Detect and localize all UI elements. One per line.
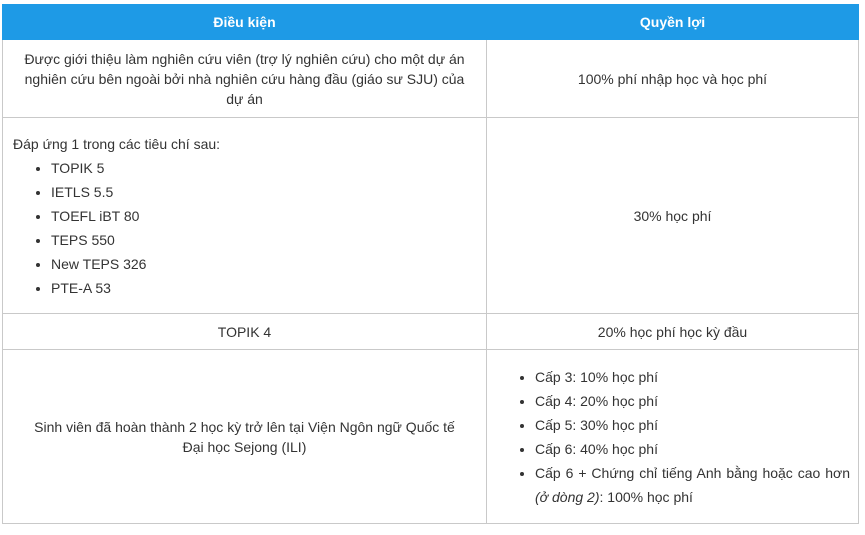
list-item: • TOPIK 5: [51, 156, 476, 180]
benefit-cell: 100% phí nhập học và học phí: [487, 40, 859, 118]
list-item: [535, 461, 850, 509]
list-item: • Cấp 3: 10% học phí: [535, 365, 850, 389]
table-row: [3, 118, 859, 314]
list-item: • PTE-A 53: [51, 276, 476, 300]
condition-cell: [3, 118, 487, 314]
list-item: • TEPS 550: [51, 228, 476, 252]
table-row: [3, 40, 859, 118]
benefit-last-suffix: : 100% học phí: [599, 488, 693, 505]
benefit-cell: 20% học phí học kỳ đầu: [487, 314, 859, 350]
table-row: [3, 314, 859, 350]
benefit-cell: 30% học phí: [487, 118, 859, 314]
benefit-cell: [487, 350, 859, 524]
table-header-row: [3, 5, 859, 40]
condition-cell: Sinh viên đã hoàn thành 2 học kỳ trở lên tại Viện Ngôn ngữ Quốc tế Đại học Sejong (ILI): [3, 350, 487, 524]
table-row: [3, 350, 859, 524]
header-benefit: Quyền lợi: [487, 5, 859, 40]
list-item: • Cấp 6: 40% học phí: [535, 437, 850, 461]
benefit-last-prefix: Cấp 6 + Chứng chỉ tiếng Anh bằng hoặc cao hơn: [535, 464, 850, 481]
benefit-last-note: (ở dòng 2): [535, 488, 600, 505]
list-item: • New TEPS 326: [51, 252, 476, 276]
scholarship-table: [2, 4, 859, 524]
criteria-intro: Đáp ứng 1 trong các tiêu chí sau:: [13, 135, 221, 152]
benefit-list: [497, 365, 850, 509]
header-condition: Điều kiện: [3, 5, 487, 40]
criteria-list: [13, 156, 476, 300]
list-item: • IETLS 5.5: [51, 180, 476, 204]
condition-cell: TOPIK 4: [3, 314, 487, 350]
list-item: • Cấp 4: 20% học phí: [535, 389, 850, 413]
list-item: • TOEFL iBT 80: [51, 204, 476, 228]
condition-cell: Được giới thiệu làm nghiên cứu viên (trợ lý nghiên cứu) cho một dự án nghiên cứu bên ngoài bởi nhà nghiên cứu hàng đầu (giáo sư SJU) của dự án: [3, 40, 487, 118]
list-item: • Cấp 5: 30% học phí: [535, 413, 850, 437]
